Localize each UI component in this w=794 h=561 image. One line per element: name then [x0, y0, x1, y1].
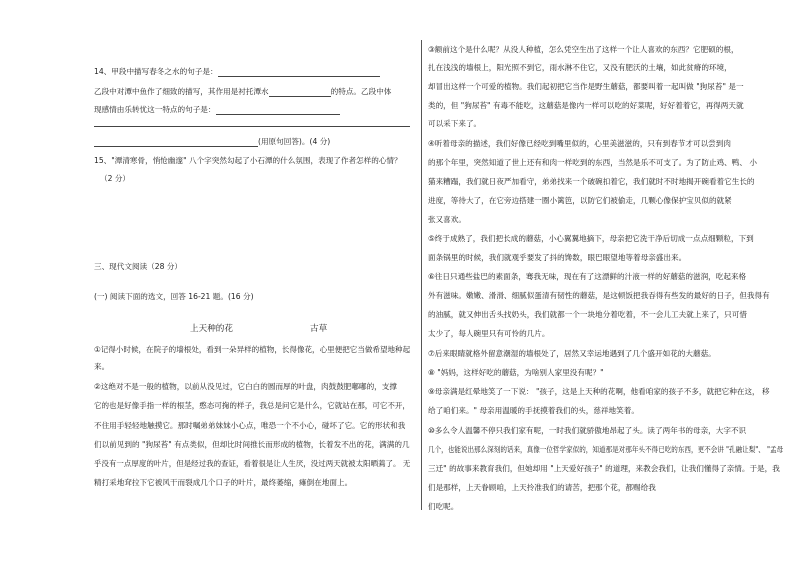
- q15-line2: （2 分）: [100, 174, 131, 183]
- part-1-heading: (一) 阅读下面的选文，回答 16-21 题。(16 分): [94, 292, 254, 301]
- text-line: 给了咱们来。" 母亲用温暖的手抚摸着我们的头，慈祥地笑着。: [428, 406, 639, 415]
- text-line: 扎在浅浅的墙根上，阳光照不到它，雨水淋不住它，又没有肥沃的土壤，如此贫瘠的环境，: [428, 63, 732, 72]
- text-line: 几个，也能说出那么深刻的话来，真像一位哲学家似的，知道那是对那年头不得已吃的东西，更不会讲 "孔融让梨"、 "孟母: [428, 445, 784, 454]
- text-line: 类的，但 "狗尿苔" 有毒不能吃，这蘑菇是像内一样可以吃的好菜呢，好好着着它，再得两天就: [428, 101, 744, 110]
- text-line: 太少了，每人碗里只有可怜的几片。: [428, 329, 550, 338]
- text-line: 的那个年里，突然知道了世上还有和肉一样吃到的东西，当然是乐不可支了。为了防止鸡、鸭、 小: [428, 158, 757, 167]
- q15-line1: 15、"潭清寒骨，悄怆幽邃" 八个字突然勾起了小石潭的什么氛围，表现了作者怎样的心情？: [94, 156, 402, 165]
- q14-line3: 现感情由乐转忧这一特点的句子是：: [94, 104, 340, 115]
- paragraph-1: ①记得小时候，在院子的墙根处，看到一朵异样的植物，长得像花，心里便把它当做希望地种起: [94, 345, 411, 354]
- text-line: 却冒出这样一个可爱的植物。我们起初把它当作是野生蘑菇，都要叫着一起叫做 "狗尿苔" 是一: [428, 82, 744, 91]
- paragraph-2-line: ②这绝对不是一般的植物，以前从没见过，它白白的圆而厚的叶盘，肉鼓鼓肥嘟嘟的，支撑: [94, 382, 397, 391]
- text-line: 可以采下来了。: [428, 119, 482, 128]
- text-line: ④听着母亲的描述，我们好像已经吃到嘴里似的，心里美滋滋的，只有到春节才可以尝到肉: [428, 139, 731, 148]
- text-line: 张又喜欢。: [428, 215, 466, 224]
- text-line: 的油腻，就又伸出舌头找奶头，我们就都一个一块地分着吃着，不一会儿工夫就上来了，只可惜: [428, 310, 747, 319]
- text-line: ⑩多么令人温馨不停只我们家有呢，一时我们就骄傲地昂起了头。读了两年书的母亲，大字不识: [428, 426, 747, 435]
- paragraph-2-line: 它的也是好像手指一样的根茎，憨态可掬的样子，我总是问它是什么，它就站在那，可它不开，: [94, 401, 410, 410]
- answer-blank[interactable]: [216, 105, 340, 115]
- answer-blank[interactable]: [269, 87, 331, 97]
- paragraph-2-line: 精打采地耷拉下它被风干而裂成几个口子的叶片，最终萎缩，瘫倒在地面上。: [94, 478, 353, 487]
- text-line: ⑧ "妈妈，这样好吃的蘑菇，为啥别人家里没有呢？": [428, 368, 604, 377]
- text-line: ⑦后来眼睛就格外留意潮湿的墙根处了，居然又幸运地遇到了几个盛开如花的大蘑菇。: [428, 349, 716, 358]
- text-line: 面条锅里的时候，我们就观乎要发了抖的馋数，眼巴眼望地等着母亲盛出来。: [428, 253, 687, 262]
- paragraph-2-line: 不住用手轻轻地触摸它。那时嘱弟弟妹妹小心点，唯恐一个不小心，碰坏了它。它的形状和我: [94, 421, 406, 430]
- q14-line2: 乙段中对潭中鱼作了细致的描写，其作用是衬托潭水 的特点。乙段中体: [94, 87, 392, 96]
- article-author: 古草: [310, 324, 328, 334]
- q14-line4: (用原句回答)。(4 分): [94, 136, 330, 147]
- q14-line1: 14、甲段中描写春冬之水的句子是：: [94, 66, 380, 77]
- text-line: 猫来糟蹋，我们就日夜严加看守，弟弟找来一个破碗扣着它，我们就时不时地揭开碗看着它生长的: [428, 177, 755, 186]
- text-line: ⑥往日只通些盐巴的素面条，骞我无味，现在有了这漂鲜的汁液一样的好蘑菇的滋润，吃起来格: [428, 272, 747, 281]
- text-line: 进度，等待大了，在它旁边搭建一圈小篱笆，以防它们被偷走，几颗心像保护宝贝似的就紧: [428, 196, 732, 205]
- paragraph-2-line: 乎没有一点厚度的叶片，但是经过我的查证，看着很是让人生厌，没过两天就被太阳晒蔫了。 无: [94, 459, 411, 468]
- paragraph-1-cont: 来。: [94, 362, 110, 371]
- paragraph-2-line: 们以前见到的 "狗尿苔" 有点类似，但却比时间推长而形成的植物，长着发不出的花，满满的几: [94, 440, 410, 449]
- text-line: ③额前这个是什么呢？从没人种植，怎么凭空生出了这样一个让人喜欢的东西？它肥硕的根，: [428, 45, 739, 54]
- text-line: 外有滋味。嫩嫩、滑滑、细腻似蛋清有韧性的蘑菇，是这顿饭把我吞得有些发的最好的日子，但我得有: [428, 291, 770, 300]
- section-3-heading: 三、现代文阅读（28 分）: [94, 262, 183, 271]
- answer-blank[interactable]: [94, 137, 258, 147]
- article-title: 上天种的花: [190, 324, 233, 334]
- answer-blank[interactable]: [218, 67, 380, 77]
- text-line: 们吃呢。: [428, 502, 459, 511]
- text-line: ⑤终于成熟了，我们把长成的蘑菇，小心翼翼地摘下，母亲把它洗干净后切成一点点细颗粒，下到: [428, 234, 754, 243]
- answer-rule: [94, 126, 410, 127]
- text-line: 们是那样，上天眷顾咱，上天拎准我们的请苦，把那个花，都赐给我: [428, 483, 656, 492]
- text-line: ⑨母亲满是红晕地笑了一下说： "孩子，这是上天种的花啊，他看咱家的孩子不多，就把它种在这， 移: [428, 387, 770, 396]
- text-line: 三迁" 的故事来教育我们，但她却用 "上天爱好孩子" 的道理，来教会我们，让我们懂得了亲情。于是，我: [428, 464, 780, 473]
- column-divider: [421, 40, 422, 510]
